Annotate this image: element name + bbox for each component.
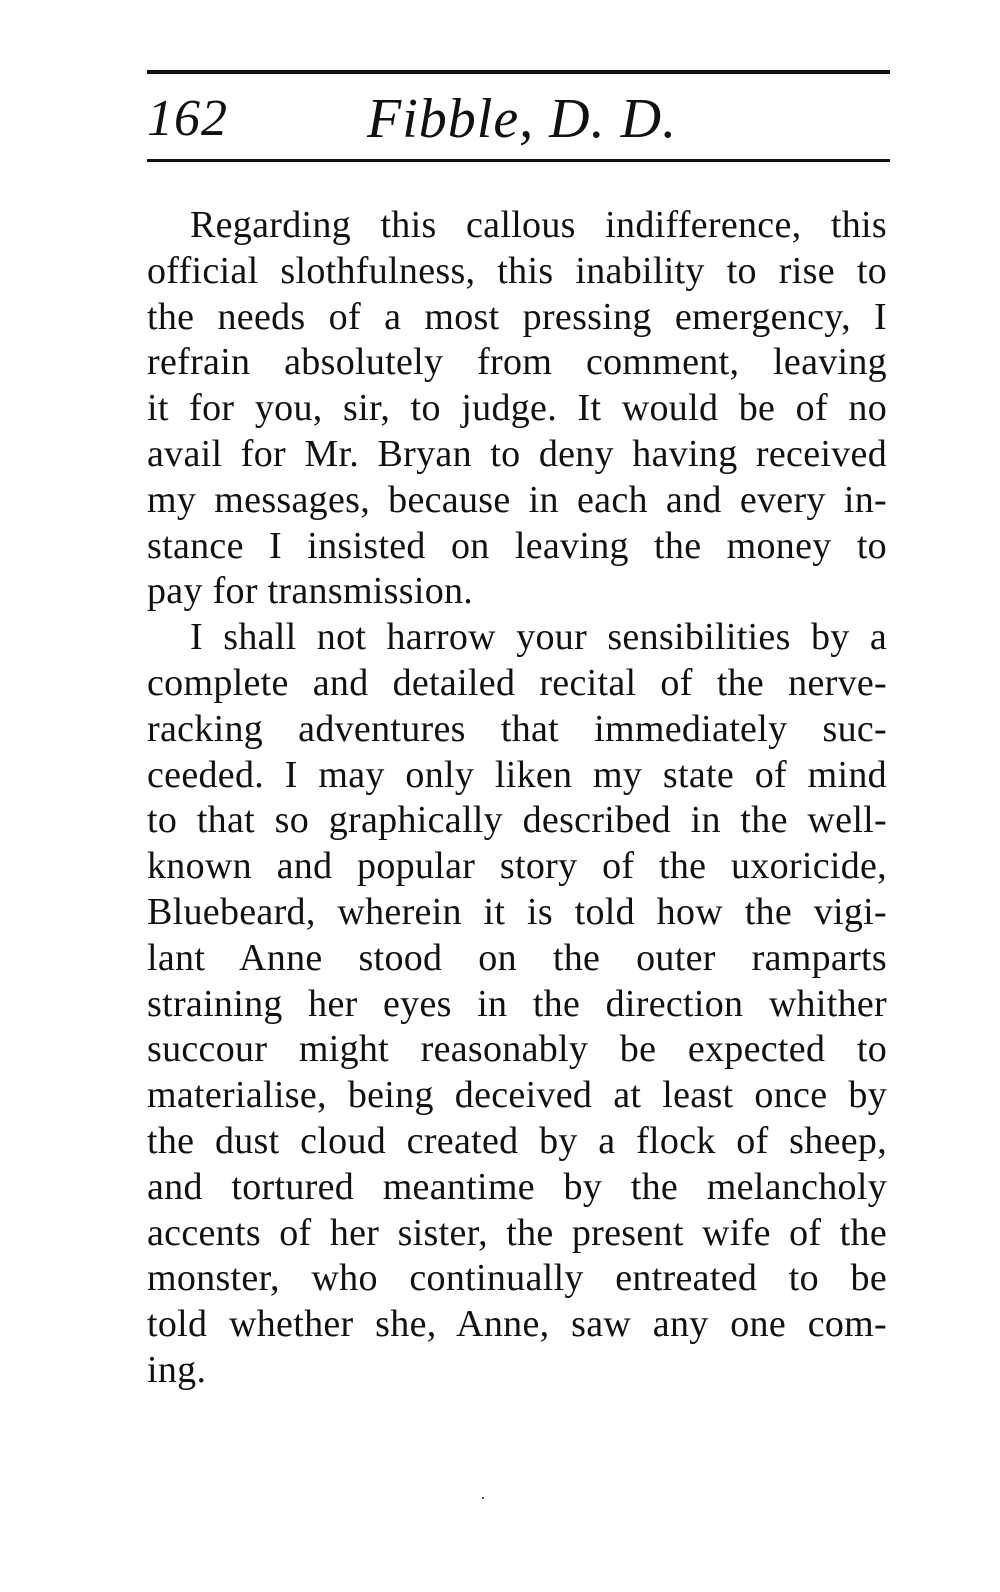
text-line: Regarding this callous indifference, this xyxy=(190,204,887,246)
text-line: complete and detailed recital of the nerve- xyxy=(147,661,887,704)
text-line: I shall not harrow your sensibilities by a xyxy=(190,616,887,659)
scan-speck xyxy=(482,1497,484,1499)
text-line: monster, who continually entreated to be xyxy=(147,1257,887,1300)
text-line: straining her eyes in the direction whither xyxy=(147,982,887,1025)
text-line: succour might reasonably be expected to xyxy=(147,1028,887,1071)
header-rule-bottom xyxy=(147,159,890,162)
text-line: official slothfulness, this inability to rise to xyxy=(147,249,887,292)
running-header xyxy=(147,84,890,154)
text-line: lant Anne stood on the outer ramparts xyxy=(147,936,887,979)
text-line: materialise, being deceived at least once by xyxy=(147,1074,887,1117)
text-line: racking adventures that immediately suc- xyxy=(147,707,887,750)
text-line: told whether she, Anne, saw any one com- xyxy=(147,1303,887,1346)
text-line: ing. xyxy=(147,1348,207,1391)
text-line: avail for Mr. Bryan to deny having received xyxy=(147,432,887,475)
text-line: pay for transmission. xyxy=(147,570,474,613)
text-line: my messages, because in each and every in- xyxy=(147,478,887,521)
text-line: the dust cloud created by a flock of sheep, xyxy=(147,1119,887,1162)
body-text xyxy=(147,203,887,1394)
text-line: and tortured meantime by the melancholy xyxy=(147,1165,887,1208)
text-line: known and popular story of the uxoricide, xyxy=(147,845,887,888)
text-line: it for you, sir, to judge. It would be of no xyxy=(147,387,887,430)
text-line: refrain absolutely from comment, leaving xyxy=(147,341,887,384)
running-title: Fibble, D. D. xyxy=(367,88,678,150)
page-number: 162 xyxy=(147,90,228,147)
text-line: ceeded. I may only liken my state of mind xyxy=(147,753,887,796)
text-line: the needs of a most pressing emergency, I xyxy=(147,295,887,338)
text-line: accents of her sister, the present wife of the xyxy=(147,1211,887,1254)
header-rule-top xyxy=(147,70,890,74)
text-line: Bluebeard, wherein it is told how the vigi- xyxy=(147,890,887,933)
text-line: stance I insisted on leaving the money to xyxy=(147,524,887,567)
text-line: to that so graphically described in the well- xyxy=(147,799,887,842)
